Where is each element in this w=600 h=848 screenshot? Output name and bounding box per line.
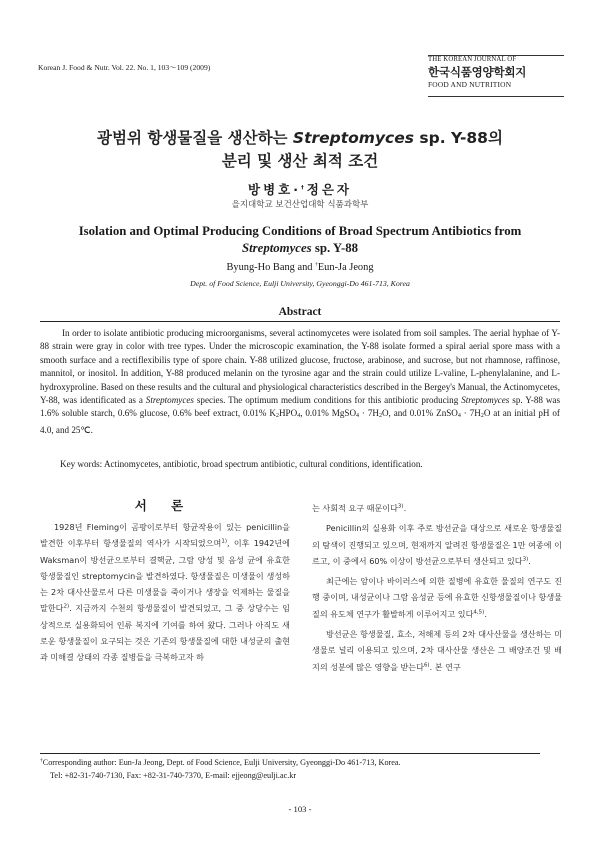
dagger-mark: † bbox=[301, 184, 307, 191]
journal-masthead bbox=[428, 56, 564, 89]
title-ko-text: 광범위 항생물질을 생산하는 bbox=[97, 129, 293, 147]
footnote-rule bbox=[40, 753, 540, 754]
intro-paragraph-3: 최근에는 암이나 바이러스에 의한 질병에 유효한 물질의 연구도 진행 중이며, 내성균이나 그람 음성균 등에 유효한 신항생물질이나 항생물질의 유도체 연구가 활발하게 이루어지고 있다$^{4,5)}$. bbox=[312, 576, 562, 619]
author-ko-1: 방병호 bbox=[248, 182, 294, 197]
intro-paragraph-1: 1928년 Fleming이 곰팡이로부터 항균작용이 있는 penicillin을 발견한 이후부터 항생물질의 역사가 시작되었으며$^{1)}$, 이후 1942년에 Waksman이 방선균으로부터 결핵균, 그람 양성 및 음성 균에 유효한 항생물질인 streptomycin을 발견하였다. 항생물질은 미생물이 생성하는 2차 대사산물로서 다른 미생물을 죽이거나 생장을 억제하는 물질을 말한다$^{2)}$. 지금까지 수천의 항생물질이 발견되었고, 그 중 상당수는 임상적으로 실용화되어 인류 복지에 기여를 하여 왔다. 그러나 아직도 새로운 항생물질이 요구되는 것은 기존의 항생물질에 대한 내성균의 출현과 미해결 상태의 각종 질병들을 극복하고자 하 bbox=[40, 522, 290, 663]
footnote bbox=[40, 756, 560, 782]
author-ko-2: 정은자 bbox=[306, 182, 352, 197]
title-ko-line2: 분리 및 생산 최적 조건 bbox=[221, 152, 379, 170]
intro-paragraph-cont: 는 사회적 요구 때문이다$^{3)}$. bbox=[312, 503, 407, 513]
footnote-line2: Tel: +82-31-740-7130, Fax: +82-31-740-7370, E-mail: ejjeong@eulji.ac.kr bbox=[50, 771, 297, 780]
journal-name-en-top: THE KOREAN JOURNAL OF bbox=[428, 56, 517, 63]
author-en-1: Byung-Ho Bang and bbox=[226, 262, 316, 273]
title-ko-genus: Streptomyces bbox=[292, 129, 414, 147]
title-en bbox=[40, 223, 560, 256]
affiliation-ko: 을지대학교 보건산업대학 식품과학부 bbox=[231, 200, 369, 210]
dagger-mark-en: † bbox=[315, 261, 318, 268]
title-en-line1: Isolation and Optimal Producing Conditions of Broad Spectrum Antibiotics from bbox=[78, 224, 522, 238]
authors-en bbox=[0, 262, 600, 273]
title-en-species: sp. Y-88 bbox=[311, 240, 359, 255]
title-en-line2 bbox=[40, 240, 560, 257]
journal-citation: Korean J. Food & Nutr. Vol. 22. No. 1, 103～109 (2009) bbox=[38, 63, 211, 72]
title-ko-species: sp. Y-88의 bbox=[414, 129, 503, 147]
abstract-rule bbox=[40, 321, 560, 322]
page-number: - 103 - bbox=[288, 804, 312, 814]
footnote-line1: †Corresponding author: Eun-Ja Jeong, Dept. of Food Science, Eulji University, Gyeonggi-Do 461-713, Korea. bbox=[40, 757, 401, 767]
journal-rule-bottom bbox=[428, 96, 564, 97]
abstract-heading: Abstract bbox=[278, 306, 322, 318]
intro-right-column bbox=[312, 500, 562, 675]
journal-name-ko: 한국식품영양학회지 bbox=[428, 65, 527, 79]
intro-paragraph-4: 방선균은 항생물질, 효소, 저해제 등의 2차 대사산물을 생산하는 미생물로 널리 이용되고 있으며, 2차 대사산물 생산은 그 배양조건 및 배지의 성분에 많은 영향을 받는다$^{6)}$. 본 연구 bbox=[312, 629, 562, 672]
journal-name-en-bottom: FOOD AND NUTRITION bbox=[428, 80, 512, 89]
author-en-2: Eun-Ja Jeong bbox=[317, 262, 374, 273]
intro-paragraph-2: Penicillin의 실용화 이후 주로 방선균을 대상으로 새로운 항생물질의 탐색이 진행되고 있으며, 현재까지 알려진 항생물질은 1만 여종에 이르고, 이 중에서 60% 이상이 방선균으로부터 생산되고 있다$^{3)}$. bbox=[312, 523, 562, 566]
keywords: Key words: Actinomycetes, antibiotic, broad spectrum antibiotic, cultural conditions, identification. bbox=[60, 459, 423, 469]
title-ko-line1 bbox=[0, 126, 600, 148]
author-sep: · bbox=[293, 182, 301, 197]
title-en-genus: Streptomyces bbox=[241, 240, 312, 255]
intro-left-column bbox=[40, 519, 290, 666]
intro-heading: 서 론 bbox=[134, 498, 194, 513]
authors-ko bbox=[0, 180, 600, 198]
affiliation-en: Dept. of Food Science, Eulji University, Gyeonggi-Do 461-713, Korea bbox=[190, 279, 410, 288]
abstract-body: In order to isolate antibiotic producing microorganisms, several actinomycetes were isolated from soil samples. The aerial hyphae of Y-88 strain were gray in color with tree types. Under the microscopic examination, the Y-88 isolate formed a spiral aerial spore mass with a smooth surface and a rectiflexibilis type of spore chain. Y-88 utilized glucose, fructose, arabinose, and sucrose, but not rhamnose, raffinose, mannitol, or inositol. In addition, Y-88 produced melanin on the tyrosine agar and the strain could utilize L-valine, L-phenylalanine, and L-hydroxyproline. Based on these results and the cultural and physiological characteristics described in the Bergey's Manual, the Actinomycetes, Y-88, was identificated as a Streptomyces species. The optimum medium conditions for this antibiotic producing Streptomyces sp. Y-88 was 1.6% soluble starch, 0.6% glucose, 0.6% beef extract, 0.01% K2HPO4, 0.01% MgSO4 · 7H2O, and 0.01% ZnSO4 · 7H2O at an initial pH of 4.0, and 25℃. bbox=[40, 328, 560, 435]
